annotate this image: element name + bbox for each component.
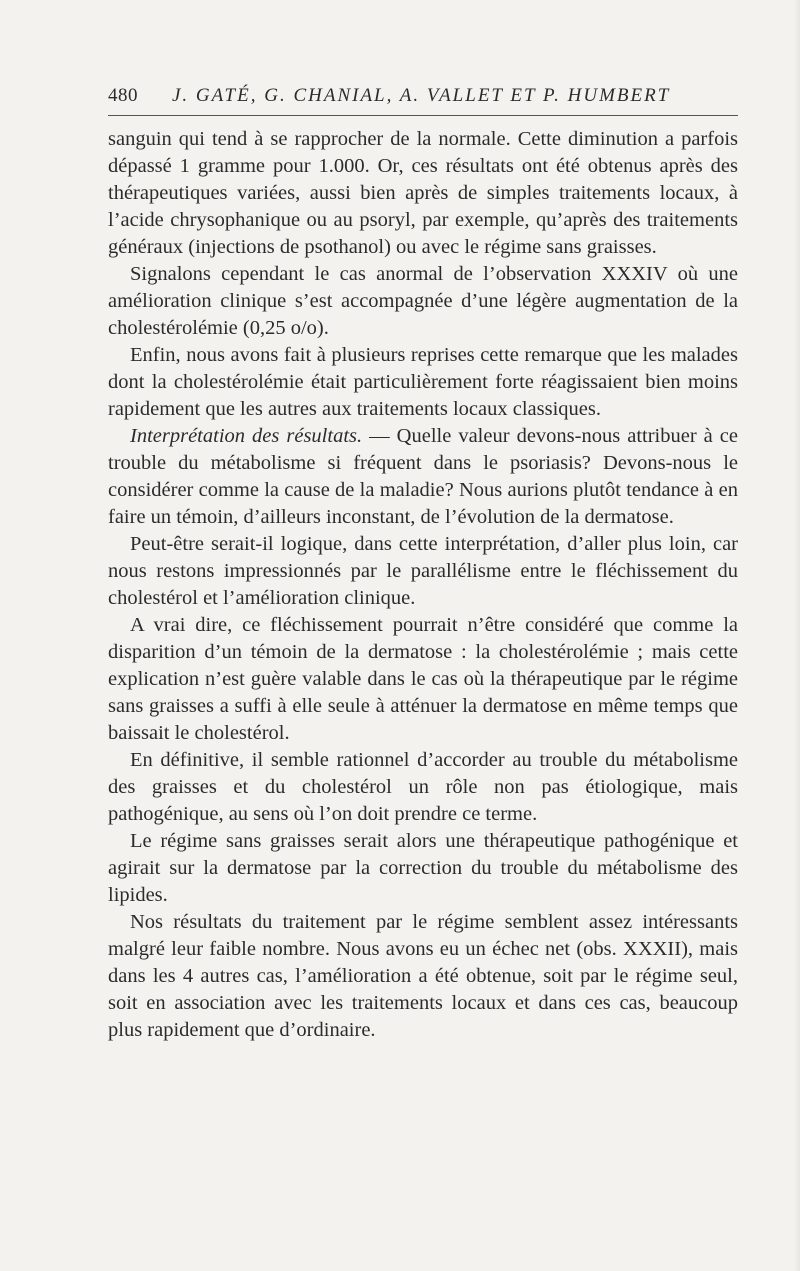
body-text (108, 126, 738, 1044)
running-header (108, 82, 738, 110)
paragraph-5: Peut-être serait-il logique, dans cette interprétation, d’aller plus loin, car nous restons impressionnés par le parallélisme entre le fléchissement du cholestérol et l’amélioration clinique. (108, 533, 738, 609)
paragraph-9: Nos résultats du traitement par le régime semblent assez intéressants malgré leur faible nombre. Nous avons eu un échec net (obs. XXXII), mais dans les 4 autres cas, l’amélioration a été obtenue, soit par le régime seul, soit en association avec les traitements locaux et dans ces cas, beaucoup plus rapidement que d’ordinaire. (108, 911, 738, 1041)
paragraph-1: sanguin qui tend à se rapprocher de la normale. Cette diminution a parfois dépassé 1 gramme pour 1.000. Or, ces résultats ont été obtenus après des thérapeutiques variées, aussi bien après de simples traitements locaux, à l’acide chrysophanique ou au psoryl, par exemple, qu’après des traitements généraux (injections de psothanol) ou avec le régime sans graisses. (108, 128, 738, 258)
page-number: 480 (108, 85, 138, 106)
paragraph-2: Signalons cependant le cas anormal de l’observation XXXIV où une amélioration clinique s’est accompagnée d’une légère augmentation de la cholestérolémie (0,25 o/o). (108, 263, 738, 339)
page-edge-shadow (794, 0, 800, 1271)
paragraph-4 (108, 423, 738, 531)
paragraph-7: En définitive, il semble rationnel d’accorder au trouble du métabolisme des graisses et du cholestérol un rôle non pas étiologique, mais pathogénique, au sens où l’on doit prendre ce terme. (108, 749, 738, 825)
paragraph-8: Le régime sans graisses serait alors une thérapeutique pathogénique et agirait sur la dermatose par la correction du trouble du métabolisme des lipides. (108, 830, 738, 906)
paragraph-3: Enfin, nous avons fait à plusieurs reprises cette remarque que les malades dont la cholestérolémie était particulièrement forte réagissaient bien moins rapidement que les autres aux traitements locaux classiques. (108, 344, 738, 420)
paragraph-6: A vrai dire, ce fléchissement pourrait n’être considéré que comme la disparition d’un témoin de la dermatose : la cholestérolémie ; mais cette explication n’est guère valable dans le cas où la thérapeutique par le régime sans graisses a suffi à elle seule à atténuer la dermatose en même temps que baissait le cholestérol. (108, 614, 738, 744)
running-title: J. GATÉ, G. CHANIAL, A. VALLET ET P. HUMBERT (172, 85, 671, 106)
header-rule (108, 115, 738, 116)
section-heading: Interprétation des résultats. (130, 425, 363, 447)
paragraph-4-text: — Quelle valeur devons-nous attribuer à ce trouble du métabolisme si fréquent dans le psoriasis? Devons-nous le considérer comme la cause de la maladie? Nous aurions plutôt tendance à en faire un témoin, d’ailleurs inconstant, de l’évolution de la dermatose. (108, 425, 738, 528)
